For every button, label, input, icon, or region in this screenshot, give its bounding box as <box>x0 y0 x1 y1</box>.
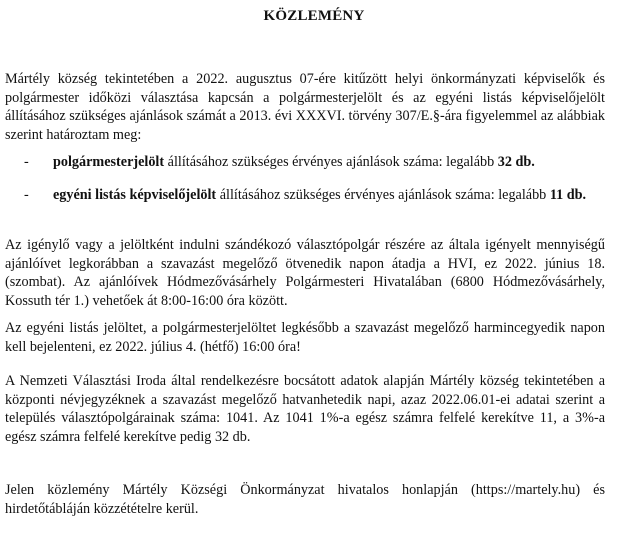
bullet-body: állításához szükséges érvényes ajánlások száma: legalább <box>164 154 498 170</box>
voter-count-paragraph: A Nemzeti Választási Iroda által rendelkezésre bocsátott adatok alapján Mártély község tekintetében a központi névjegyzéknek a szavazást megelőző hatvanhetedik napi, azaz 2022.06.01-ei adatai szerint a település választópolgárainak száma: 1041. Az 1041 1%-a egész számra felfelé kerekítve 11, a 3%-a egész számra felfelé kerekítve pedig 32 db. <box>5 373 605 445</box>
bullet-bold-tail: 11 db. <box>549 187 587 203</box>
document-title: KÖZLEMÉNY <box>263 8 365 24</box>
recommendation-sheet-paragraph: Az igénylő vagy a jelöltként indulni szándékozó választópolgár részére az általa igényelt mennyiségű ajánlóívet legkorábban a szavazást megelőző ötvenedik napon átadja a HVI, ez 2022. június 18. (szombat). Az ajánlóívek Hódmezővásárhely Polgármesteri Hivatalában (6800 Hódmezővásárhely, Kossuth tér 1.) vehetőek át 8:00-16:00 óra között. <box>5 237 605 309</box>
bullet-bold-lead: polgármesterjelölt <box>53 154 165 170</box>
bullet-bold-tail: 32 db. <box>497 154 535 170</box>
bullet-bold-lead: egyéni listás képviselőjelölt <box>53 187 217 203</box>
bullet-text <box>53 153 611 172</box>
deadline-paragraph: Az egyéni listás jelöltet, a polgármesterjelöltet legkésőbb a szavazást megelőző harmincegyedik napon kell bejelenteni, ez 2022. július 4. (hétfő) 16:00 óra! <box>5 320 605 355</box>
bullet-dash: - <box>24 187 29 203</box>
bullet-body: állításához szükséges érvényes ajánlások száma: legalább <box>216 187 550 203</box>
bullet-dash: - <box>24 154 29 170</box>
publication-paragraph: Jelen közlemény Mártély Községi Önkormányzat hivatalos honlapján (https://martely.hu) és hirdetőtábláján közzétételre kerül. <box>5 482 605 517</box>
intro-paragraph: Mártély község tekintetében a 2022. augusztus 07-ére kitűzött helyi önkormányzati képviselők és polgármester időközi választása kapcsán a polgármesterjelölt és az egyéni listás képviselőjelölt állításához szükséges ajánlások számát a 2013. évi XXXVI. törvény 307/E.§-ára figyelemmel az alábbiak szerint határoztam meg: <box>5 71 605 143</box>
bullet-text <box>53 186 611 205</box>
